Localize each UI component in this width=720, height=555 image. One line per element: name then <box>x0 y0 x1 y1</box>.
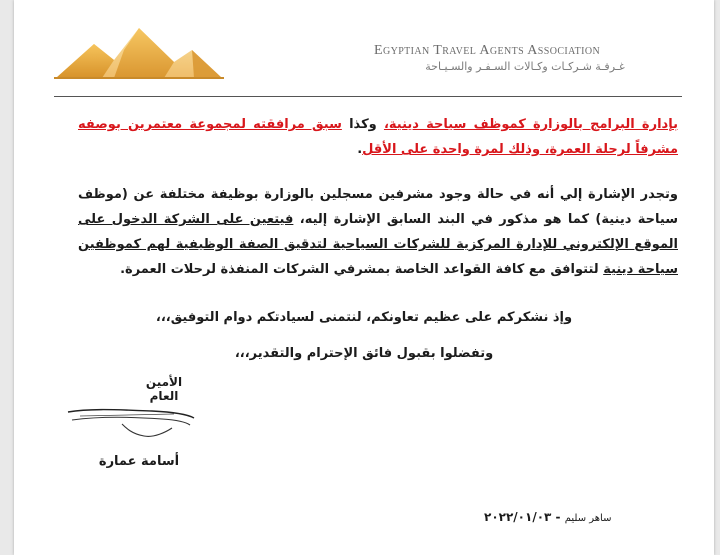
note-text: وتجدر الإشارة إلي أنه في حالة وجود مشرفين مسجلين بالوزارة بوظيفة مختلفة عن (موظف سياحة دينية) كما هو مذكور في البند السابق الإشارة إليه، <box>78 187 678 227</box>
header-divider <box>54 96 682 97</box>
separator: - <box>551 510 561 524</box>
period: . <box>357 142 363 157</box>
regards-line: وتفضلوا بقبول فائق الإحترام والتقدير،،، <box>234 346 494 361</box>
letterhead <box>14 0 714 100</box>
footer-reference <box>484 510 644 524</box>
handwritten-signature <box>62 398 202 444</box>
letter-page <box>14 0 714 555</box>
paragraph-requirement <box>78 112 678 162</box>
paragraph-note <box>78 182 678 282</box>
connector-text: وكذا <box>341 117 384 132</box>
signatory-name: أسامة عمارة <box>98 454 180 469</box>
document-date: ٢٠٢٢/٠١/٠٣ <box>484 510 552 524</box>
underlined-instruction: فيتعين على الشركة الدخول على الموقع الإلكتروني للإدارة المركزية للشركات السياحية لتدقيق الصفة الوظيفية لهم كموظفين سياحة دينية <box>78 212 678 277</box>
pyramids-logo <box>54 20 224 82</box>
red-highlight-text: بإدارة البرامج بالوزارة كموظف سياحة دينية، <box>383 117 678 132</box>
org-name-ar: غـرفـة شـركـات وكـالات السـفـر والسـيـاحة <box>425 60 625 73</box>
red-highlight-text: سبق مرافقته لمجموعة معتمرين بوصفه مشرفاً لرحلة العمرة، وذلك لمرة واحدة على الأقل <box>78 117 678 157</box>
signatory-title: الأمين العام <box>145 375 183 403</box>
author-name: ساهر سليم <box>564 513 612 524</box>
org-name-en: Egyptian Travel Agents Association <box>374 43 601 58</box>
note-text-end: لتتوافق مع كافة القواعد الخاصة بمشرفي الشركات المنفذة لرحلات العمرة. <box>120 262 604 277</box>
thanks-line: وإذ نشكركم على عظيم تعاونكم، لنتمنى لسيادتكم دوام التوفيق،،، <box>155 310 573 325</box>
